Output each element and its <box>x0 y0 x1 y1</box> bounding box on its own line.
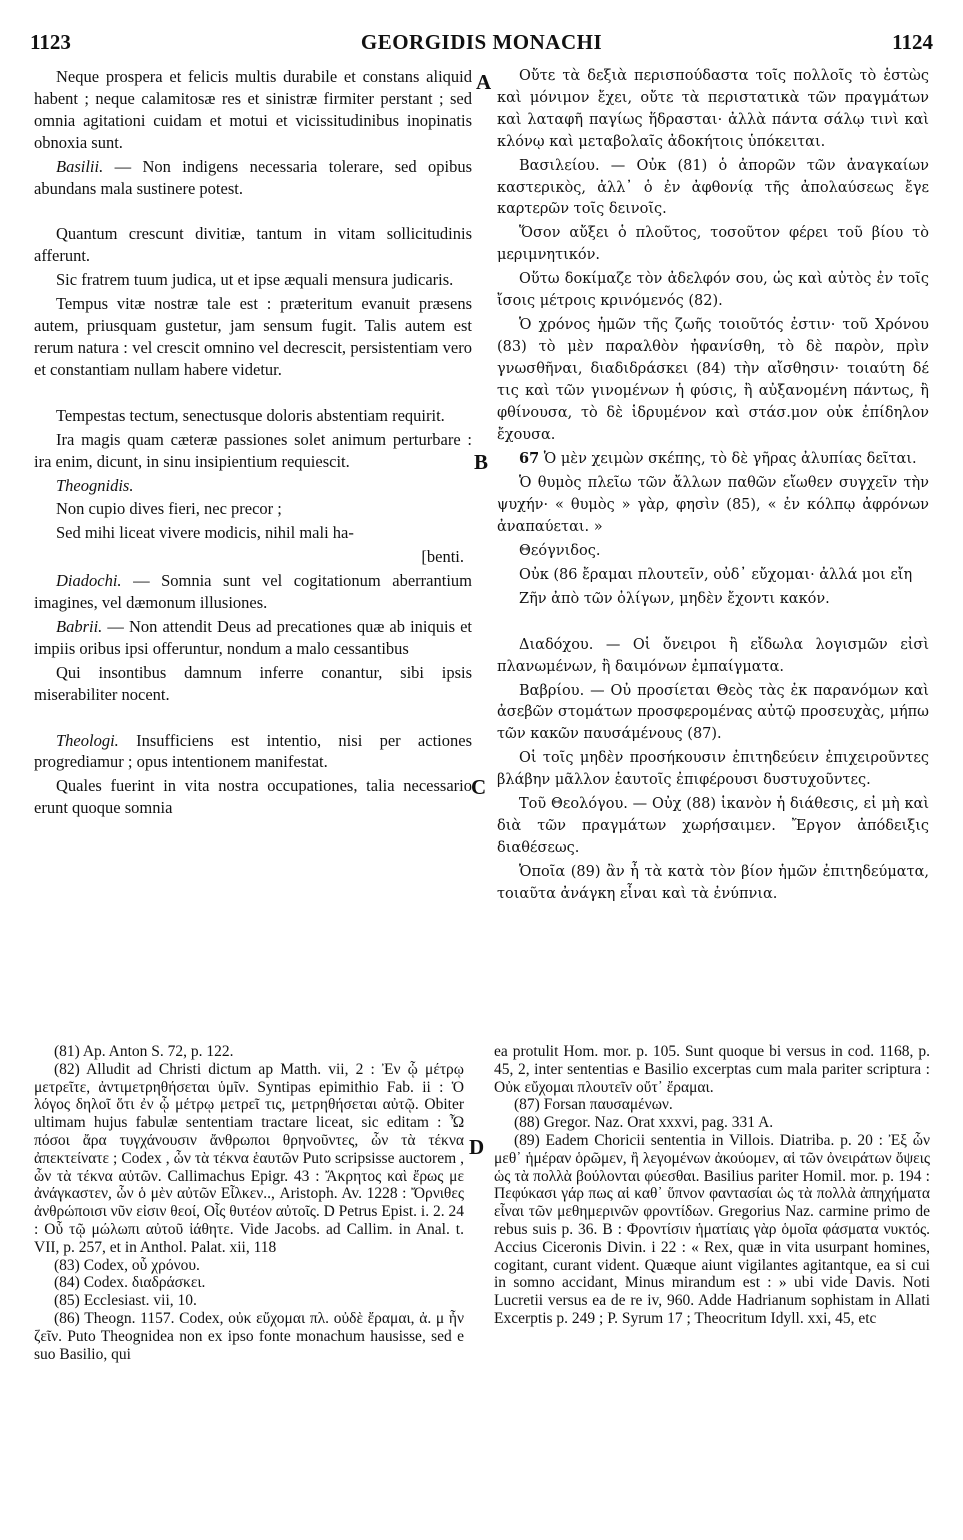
latin-paragraph: Tempus vitæ nostræ tale est : præteritum evanuit præsens autem, priusquam gustetur, jam sensum fugit. Talis autem est rerum natura : vel crescit omnino vel decrescit, persistentiam vero et constantiam nullam habere videtur. <box>34 294 472 379</box>
greek-paragraph: Βασιλείου. — Οὐκ (81) ὁ ἀπορῶν τῶν ἀναγκαίων καστερικὸς, ἀλλ᾽ ὁ ἐν ἀφθονίᾳ τῆς ἀπολαύσεως ἔγε καρτερῶν τοῖς δεινοῖς. <box>497 157 929 218</box>
greek-paragraph: Διαδόχου. — Οἱ ὄνειροι ἢ εἴδωλα λογισμῶν εἰσὶ πλανωμένων, ἢ δαιμόνων ἐμπαίγματα. <box>497 636 929 675</box>
verse-continuation: [benti. <box>421 547 464 567</box>
footnote: (83) Codex, οὗ χρόνου. <box>54 1256 200 1274</box>
latin-paragraph: Tempestas tectum, senectusque doloris abstentiam requirit. <box>56 405 445 425</box>
section-marker-a: A <box>476 70 492 94</box>
latin-paragraph: Ira magis quam cæteræ passiones solet animum perturbare : ira enim, dicunt, in sinu insipientium requiescit. <box>34 429 472 471</box>
author-label: Babrii. <box>56 616 103 636</box>
section-marker-b: B <box>474 450 489 474</box>
greek-paragraph: Βαβρίου. — Οὐ προσίεται Θεὸς τὰς ἐκ παρανόμων καὶ ἀσεβῶν στομάτων προσφερομένας αὐτῷ προσευχὰς, μήπω τῶν κακῶν παυσάμένους (87). <box>497 682 929 743</box>
greek-paragraph: Ὁ χρόνος ἡμῶν τῆς ζωῆς τοιοῦτός ἐστιν· τοῦ Χρόνου (83) τὸ μὲν παραλθὸν ἠφανίσθη, τὸ δὲ παρὸν, πρὶν γνωσθῆναι, διαδιδράσκει (84) τὴν αἴσθησιν· τοιαύτη δέ τις καὶ τῶν γινομένων ἡ φύσις, ἢ αὐξανομένη πάντως, ἢ φθίνουσα, τὸ δὲ ἱδρυμένον καὶ στάσ.μον οὐκ ἐπίδηλον ἔχουσα. <box>497 316 929 443</box>
greek-paragraph: Οὕτω δοκίμαζε τὸν ἀδελφόν σου, ὡς καὶ αὐτὸς ἐν τοῖς ἴσοις μέτροις κρινόμενός (82). <box>497 271 929 310</box>
page-number-right: 1124 <box>892 30 933 54</box>
author-label: Theologi. <box>56 730 119 750</box>
author-label: Diadochi. <box>56 571 122 591</box>
footnote-continuation: ea protulit Hom. mor. p. 105. Sunt quoque bi versus in cod. 1168, p. 45, 2, inter sententias e Basilio excerptas cum mala pariter scriptura : Οὐκ εὔχομαι πλουτεῖν οὔτ᾽ ἔραμαι. <box>494 1043 930 1096</box>
author-label: Basilii. <box>56 156 104 176</box>
footnotes-right <box>494 1043 930 1328</box>
latin-paragraph: Qui insontibus damnum inferre conantur, sibi ipsis miserabiliter nocent. <box>34 662 472 704</box>
footnotes-left <box>34 1043 464 1363</box>
latin-paragraph <box>34 616 472 660</box>
latin-paragraph: Neque prospera et felicis multis durabile et constans aliquid habent ; neque calamitosæ res et sinistræ firmiter perstant ; sed omnia agitationi cuidam et motui et vicissitudinibus inopinatis obnoxia sunt. <box>34 67 472 152</box>
greek-paragraph: Τοῦ Θεολόγου. — Οὐχ (88) ἱκανὸν ἡ διάθεσις, εἰ μὴ καὶ διὰ τῶν πραγμάτων χωρήσαιμεν. Ἔργον ἀπόδειξις διαθέσεως. <box>497 796 929 856</box>
footnote: (82) Alludit ad Christi dictum ap Matth. vii, 2 : Ἐν ᾧ μέτρῳ μετρεῖτε, ἀντιμετρηθήσεται ὑμῖν. Syntipas epimithio Fab. ii : Ὁ λόγος δηλοῖ ὅτι ἐν ᾧ μέτρῳ μετρεῖ τις, μετρηθήσεται αὐτῷ. Obiter ultimam hujus fabulæ sententiam tractare liceat, sic editam : Ὦ πόσοι ἄρα τυγχάνουσιν ἄνθρωποι θρηνοῦντες, ὧν τὰ τέκνα ἀπεκτείνατε ; Codex , ὧν τὰ τέκνα ἑαυτῶν Puto scripsisse auctorem , ὧν τὰ τέκνα αὐτῶν. Callimachus Epigr. 43 : Ἄκρητος καὶ ἔρως με ἀνάγκαστεν, ὧν ὁ μὲν αὐτῶν Εἶλκεν.., Aristoph. Av. 1228 : Ὄρνιθες ἀνθρώποισι νῦν εἰσιν θεοί, Οἷς θυτέον αὐτοῖς. D Petrus Epist. i. 2. 24 : Οὗ τῷ μώλωπι αὐτοῦ ἰάθητε. Vide Jacobs. ad Callim. in Anal. t. VII, p. 257, et in Anthol. Palat. xii, 118 <box>34 1060 464 1256</box>
latin-text: Insufficiens est intentio, nisi per actiones progrediamur ; opus intentionem manifestat. <box>34 730 472 772</box>
footnote: (85) Ecclesiast. vii, 10. <box>54 1292 197 1310</box>
running-title: GEORGIDIS MONACHI <box>360 30 603 54</box>
footnote: (87) Forsan παυσαμένων. <box>514 1096 673 1114</box>
verse-line: Ζῆν ἀπὸ τῶν ὀλίγων, μηδὲν ἔχοντι κακόν. <box>519 590 830 607</box>
section-number: 67 <box>519 450 540 468</box>
greek-paragraph: Οἱ τοῖς μηδὲν προσήκουσιν ἐπιτηδεύειν ἐπιχειροῦντες βλάβην μᾶλλον ἑαυτοῖς ἐπιφέρουσι δυστυχοῦντες. <box>497 750 929 789</box>
greek-paragraph: Ὁ θυμὸς πλεῖω τῶν ἄλλων παθῶν εἴωθεν συγχεῖν τὴν ψυχήν· « θυμὸς » γὰρ, φησὶν (85), « ἐν κόλπῳ ἀφρόνων ἀναπαύεται. » <box>497 475 929 536</box>
greek-paragraph <box>497 448 929 471</box>
latin-text: — Non attendit Deus ad precationes quæ ab iniquis et impiis oribus ipsi offeruntur, nondum a malo cessantibus <box>34 616 472 658</box>
greek-column <box>497 66 929 908</box>
verse-line: Οὐκ (86 ἔραμαι πλουτεῖν, οὐδ᾽ εὔχομαι· ἀλλά μοι εἴη <box>519 566 913 583</box>
latin-paragraph: Quantum crescunt divitiæ, tantum in vitam sollicitudinis afferunt. <box>34 224 472 266</box>
latin-text: — Somnia sunt vel cogitationum aberrantium imagines, vel dæmonum illusiones. <box>34 571 472 613</box>
verse-line: Non cupio dives fieri, nec precor ; <box>56 499 282 519</box>
latin-paragraph <box>34 156 472 200</box>
page-header <box>30 30 933 60</box>
author-label: Θεόγνιδος. <box>519 543 601 560</box>
latin-paragraph: Sic fratrem tuum judica, ut et ipse æquali mensura judicaris. <box>56 270 454 290</box>
verse-line: Sed mihi liceat vivere modicis, nihil mali ha- <box>56 523 354 543</box>
latin-paragraph <box>34 570 472 614</box>
latin-paragraph: Quales fuerint in vita nostra occupationes, talia necessario erunt quoque somnia <box>34 776 472 818</box>
greek-paragraph: Ὁποῖα (89) ἂν ἦ τὰ κατὰ τὸν βίον ἡμῶν ἐπιτηδεύματα, τοιαῦτα ἀνάγκη εἶναι καὶ τὰ ἐνύπνια. <box>497 863 929 902</box>
footnote: (86) Theogn. 1157. Codex, οὐκ εὔχομαι πλ. οὐδὲ ἔραμαι, ἀ. μ ἦν ζεῖν. Puto Theognidea non ex ipso fonte monachum hausisse, sed e suo Basilio, qui <box>34 1309 464 1363</box>
latin-paragraph <box>34 730 472 774</box>
footnote: (84) Codex. διαδράσκει. <box>54 1274 206 1292</box>
footnote: (89) Eadem Choricii sententia in Villois. Diatriba. p. 20 : Ἐξ ὧν μεθ᾽ ἡμέραν ὁρῶμεν, ἢ λεγομένων ἀκούομεν, αἱ τῶν ὀνειράτων ὄψεις ὡς τὰ πολλὰ βούλονται φύεσθαι. Basilius pariter Homil. mor. p. 194 : Πεφύκασι γάρ πως αἱ καθ᾽ ὕπνον φαντασίαι ὡς τὰ πολλὰ ἀπηχήματα εἶναι τῶν μεθημερινῶν φροντίδων. Gregorius Naz. carmine primo de rebus suis p. 36. B : Φροντίσιν ἡματίαις γὰρ ὁμοῖα φάσματα νυκτός. Accius Ciceronis Divin. i 22 : « Rex, quæ in vita usurpant homines, cogitant, curant vident. Quæque aiunt vigilantes agitantque, ea si cui in somno accidant, Minus mirandum est : » ubi vide Davis. Noti Lucretii versus ea de re iv, 960. Adde Hadrianum sophistam in Allati Excerptis p. 249 ; P. Syrum 17 ; Theocritum Idyll. xxi, 45, etc <box>494 1131 930 1327</box>
latin-column <box>34 66 472 821</box>
greek-text: Ὁ μὲν χειμὼν σκέπης, τὸ δὲ γῆρας ἀλυπίας δεῖται. <box>543 451 917 468</box>
footnote: (81) Ap. Anton S. 72, p. 122. <box>54 1043 234 1060</box>
greek-paragraph: Οὔτε τὰ δεξιὰ περισπούδαστα τοῖς πολλοῖς τὸ ἑστὼς καὶ μόνιμον ἔχει, οὔτε τὰ περιστατικὰ τῶν πραγμάτων καὶ λαταφῆ παγίως ἥδρασται· ἀλλὰ πάντα σάλῳ τινὶ καὶ κλόνῳ καὶ μεταβολαῖς ἀδοκήτοις ὑπόκειται. <box>497 68 929 150</box>
section-marker-c: C <box>471 775 487 799</box>
section-marker-d: D <box>469 1135 485 1159</box>
latin-text: — Non indigens necessaria tolerare, sed opibus abundans mala sustinere potest. <box>34 156 473 198</box>
footnote: (88) Gregor. Naz. Orat xxxvi, pag. 331 A. <box>514 1114 774 1132</box>
page-number-left: 1123 <box>30 30 71 54</box>
author-label: Theognidis. <box>56 475 134 495</box>
greek-paragraph: Ὅσον αὔξει ὁ πλοῦτος, τοσοῦτον φέρει τοῦ βίου τὸ μεριμνητικόν. <box>497 225 929 264</box>
